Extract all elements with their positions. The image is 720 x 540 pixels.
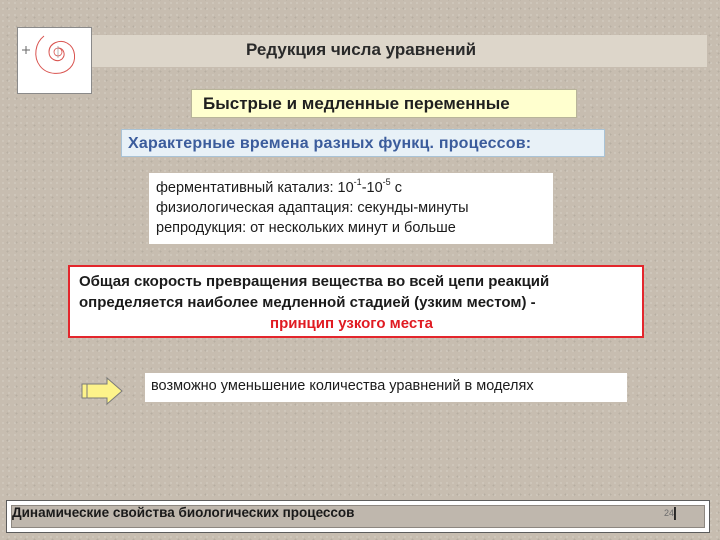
time-scale-enzymatic	[156, 178, 553, 198]
exponent-1: -1	[353, 177, 362, 187]
spiral-logo-icon	[18, 28, 91, 93]
principle-box	[68, 265, 644, 338]
time-scales-box	[149, 173, 553, 244]
time-scale-adaptation: физиологическая адаптация: секунды-минуты	[156, 200, 469, 216]
logo	[17, 27, 92, 94]
page-number: 24	[664, 508, 675, 518]
section-heading: Характерные времена разных функц. процессов:	[121, 129, 605, 157]
time-scale-reproduction: репродукция: от нескольких минут и больше	[156, 220, 456, 236]
right-arrow-icon	[81, 377, 123, 405]
principle-text: Общая скорость превращения вещества во всей цепи реакций определяется наиболее медленной стадией (узким местом) -	[79, 273, 550, 311]
subtitle-box: Быстрые и медленные переменные	[191, 89, 577, 118]
enzymatic-unit: с	[390, 180, 402, 196]
cursor-mark: |	[673, 504, 677, 520]
principle-highlight: принцип узкого места	[270, 315, 433, 332]
conclusion-box: возможно уменьшение количества уравнений в моделях	[145, 373, 627, 402]
enzymatic-mid: -10	[361, 180, 383, 196]
exponent-2: -5	[382, 177, 391, 187]
slide-title: Редукция числа уравнений	[246, 40, 477, 59]
enzymatic-text: ферментативный катализ: 10	[156, 180, 354, 196]
footer-title: Динамические свойства биологических процессов	[12, 505, 355, 520]
